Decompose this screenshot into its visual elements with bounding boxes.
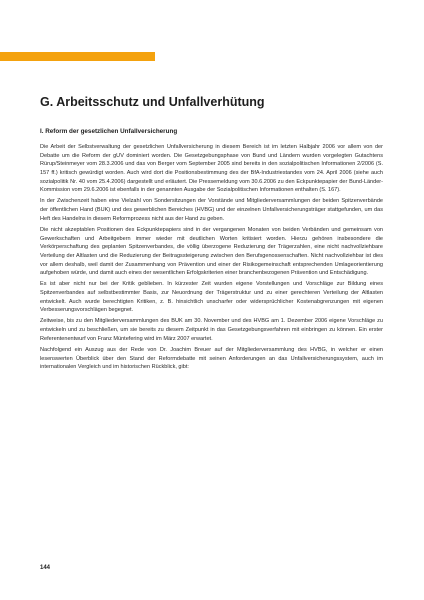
paragraph: Es ist aber nicht nur bei der Kritik geblieben. In kürzester Zeit wurden eigene Vorstellungen und Vorschläge zur Bildung eines Spitzenverbandes auf selbstbestimmter Basis, zur Neuordnung der Trägerstruktur und zu einer gerechteren Verteilung der Altlasten entwickelt. Auch wurde berechtigten Kritiken, z. B. hinsichtlich unscharfer oder widersprüchlicher Kostenabgrenzungen mit eigenen Verbesserungsvorschlägen begegnet.	[40, 281, 383, 314]
paragraph: Die Arbeit der Selbstverwaltung der gesetzlichen Unfallversicherung in diesem Bereich ist im letzten Halbjahr 2006 vor allem von der Debatte um die Reform der gUV dominiert worden. Die Gesetzgebungsphase von Bund und Ländern wurden vorgelegten Gutachtens Rürup/Steinmeyer vom 28.3.2006 und das von Berger vom September 2005 sind bereits in den sozialpolitischen Informationen 2/2006 (S. 157 ff.) kritisch gewürdigt worden. Auch wird dort die Positionsbestimmung des der BfA-Industriestandes vom 24. April 2006 (siehe auch sozialpolitik Nr. 40 vom 25.4.2006) dargestellt und erläutert. Die Pressemeldung vom 30.6.2006 zu den Eckpunktepapier der Bund-Länder-Kommission vom 29.6.2006 ist ebenfalls in der genannten Ausgabe der Sozialpolitischen Informationen enthalten (S. 167).	[40, 144, 383, 194]
chapter-title: G. Arbeitsschutz und Unfallverhütung	[40, 95, 265, 109]
paragraph: Zeitweise, bis zu den Mitgliederversammlungen des BUK am 30. November und des HVBG am 1. Dezember 2006 eigene Vorschläge zu entwickeln und zu beschließen, um sie bereits zu diesem Zeitpunkt in das Gesetzgebungsverfahren mit einbringen zu können. Ein erster Referentenentwurf von Franz Müntefering wird im März 2007 erwartet.	[40, 318, 383, 342]
paragraph: Nachfolgend ein Auszug aus der Rede von Dr. Joachim Breuer auf der Mitgliederversammlung des HVBG, in welcher er einen lesenswerten Überblick über den Stand der Reformdebatte mit seinen Anforderungen an das Unfallversicherungssystem, auch im internationalen Vergleich und im historischen Rückblick, gibt:	[40, 346, 383, 371]
page-number: 144	[40, 565, 51, 571]
chapter-accent-bar	[0, 52, 155, 61]
section-heading: I. Reform der gesetzlichen Unfallversicherung	[40, 128, 178, 135]
paragraph: In der Zwischenzeit haben eine Vielzahl von Sondersitzungen der Vorstände und Mitgliederversammlungen der beiden Spitzenverbände der öffentlichen Hand (BUK) und des gewerblichen Bereiches (HVBG) und der einzelnen Unfallversicherungsträger stattgefunden, um das Heft des Handelns in diesem Reformprozess nicht aus der Hand zu geben.	[40, 198, 383, 222]
paragraph: Die nicht akzeptablen Positionen des Eckpunktepapiers sind in der vergangenen Monaten von beiden Verbänden und gemeinsam von Gewerkschaften und Arbeitgebern immer wieder mit deutlichen Worten kritisiert worden. Hierzu gehören insbesondere die Verkörperschaftung des geplanten Spitzenverbandes, die völlig überzogene Reduzierung der Trägerzahlen, eine nicht nachvollziehbare Verteilung der Altlasten und die Reduzierung der Beitragssteigerung zwischen den Berufsgenossenschaften. Nicht nachvollziehbar ist dies vor allem deshalb, weil damit der Zusammenhang von Prävention und einer der Risikogemeinschaft entsprechenden Umlageorientierung aufgehoben würde, und damit auch eines der wesentlichen Erfolgskriterien einer branchenbezogenen Prävention und Entschädigung.	[40, 226, 383, 277]
body-text	[40, 143, 383, 374]
